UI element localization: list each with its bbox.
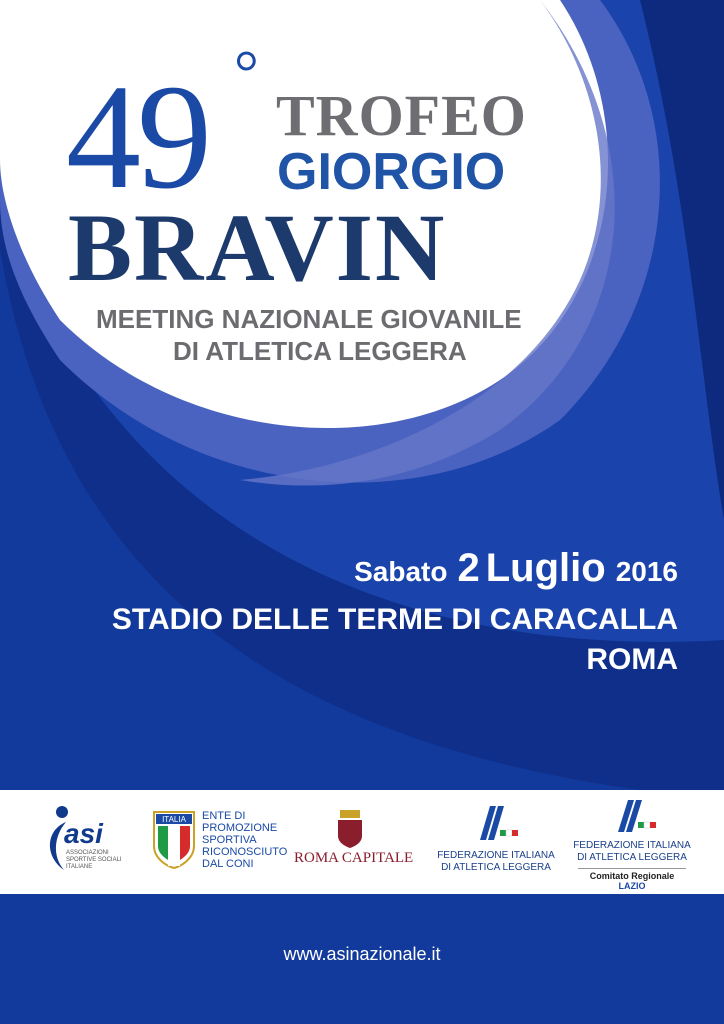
fidal-name: FEDERAZIONE ITALIANA DI ATLETICA LEGGERA — [437, 850, 555, 873]
fidal-runner-icon — [472, 804, 522, 844]
title-giorgio: GIORGIO — [277, 143, 506, 201]
subtitle-line1: MEETING NAZIONALE GIOVANILE — [96, 304, 522, 334]
italia-shield-icon — [152, 810, 196, 870]
title-trofeo: TROFEO — [276, 83, 527, 148]
event-month: Luglio — [485, 546, 606, 590]
event-day: Sabato — [354, 556, 448, 587]
roma-capitale-logo — [294, 790, 424, 894]
event-date-number: 2 — [457, 546, 480, 590]
comitato-label — [578, 868, 686, 891]
fidal-lazio-name: FEDERAZIONE ITALIANA DI ATLETICA LEGGERA — [573, 840, 691, 863]
fidal-lazio-logo — [570, 790, 694, 894]
asi-logo — [44, 790, 124, 894]
event-city: ROMA — [586, 643, 678, 676]
roma-capitale-name: ROMA CAPITALE — [294, 850, 414, 866]
italia-shield-label: ITALIA — [162, 815, 186, 824]
website-url[interactable]: www.asinazionale.it — [283, 944, 441, 964]
fidal-lazio-runner-icon — [610, 798, 660, 834]
title-bravin: BRAVIN — [68, 194, 447, 301]
event-year: 2016 — [615, 556, 678, 587]
fidal-logo — [436, 790, 556, 894]
roma-crest-icon — [334, 810, 366, 850]
event-date — [354, 546, 678, 591]
asi-name: asi — [64, 818, 103, 849]
degree-symbol: ° — [234, 39, 259, 107]
sponsor-strip — [0, 790, 724, 894]
comitato-region: LAZIO — [618, 881, 646, 891]
edition-number: 49 — [66, 54, 208, 220]
italia-logo — [152, 790, 302, 894]
subtitle-line2: DI ATLETICA LEGGERA — [173, 336, 467, 366]
asi-small-text: ASSOCIAZIONI SPORTIVE SOCIALI ITALIANE — [66, 850, 122, 870]
comitato-text: Comitato Regionale — [589, 871, 675, 881]
event-venue: STADIO DELLE TERME DI CARACALLA — [111, 603, 678, 636]
italia-text: ENTE DI PROMOZIONE SPORTIVA RICONOSCIUTO DAL CONI — [202, 810, 288, 870]
